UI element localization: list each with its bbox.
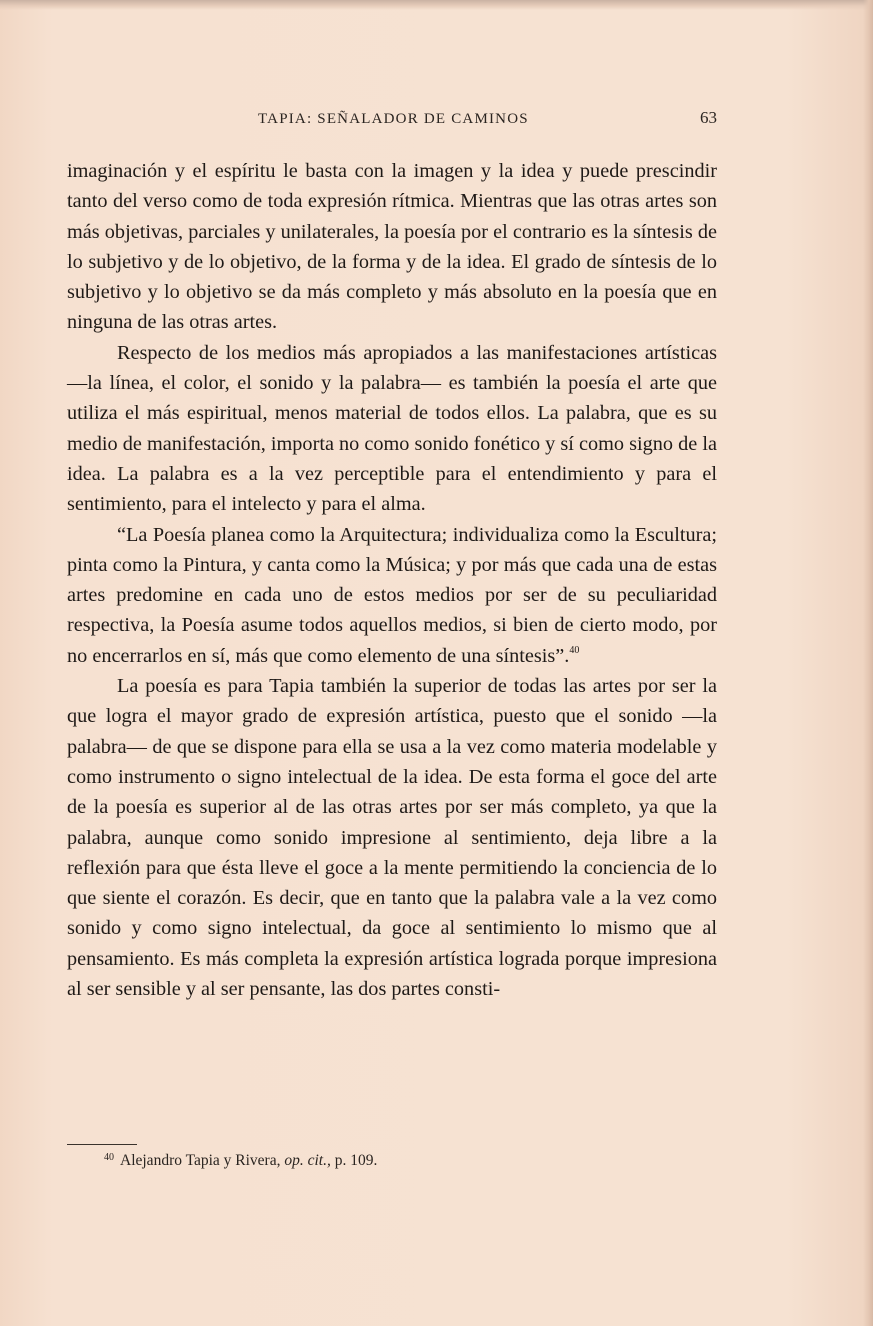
- paragraph-1: imaginación y el espíritu le basta con la imagen y la idea y puede prescindir tanto del verso como de toda expresión rítmica. Mientras que las otras artes son más objetivas, parciales y unilaterales, la poesía por el contrario es la síntesis de lo subjetivo y de lo objetivo, de la forma y de la idea. El grado de síntesis de lo subjetivo y lo objetivo se da más completo y más absoluto en la poesía que en ninguna de las otras artes.: [67, 160, 717, 334]
- footnote-op-cit: op. cit.,: [284, 1152, 331, 1169]
- page-number: 63: [700, 108, 717, 127]
- running-head: TAPIA: SEÑALADOR DE CAMINOS: [258, 111, 529, 127]
- footnote-number: 40: [104, 1152, 114, 1163]
- paragraph-4: La poesía es para Tapia también la superior de todas las artes por ser la que logra el mayor grado de expresión artística, puesto que el sonido —la palabra— de que se dispone para ella se usa a la vez como materia modelable y como instrumento o signo intelectual de la idea. De esta forma el goce del arte de la poesía es superior al de las otras artes por ser más completo, ya que la palabra, aunque como sonido impresione al sentimiento, deja libre a la reflexión para que ésta lleve el goce a la mente permitiendo la conciencia de lo que siente el corazón. Es decir, que en tanto que la palabra vale a la vez como sonido y como signo intelectual, da goce al sentimiento lo mismo que al pensamiento. Es más completa la expresión artística lograda porque impresiona al ser sensible y al ser pensante, las dos partes consti-: [67, 675, 717, 1001]
- footnote-author: Alejandro Tapia y Rivera,: [120, 1152, 281, 1169]
- body-text: [67, 156, 717, 1004]
- page-right-edge: [863, 0, 873, 1326]
- footnote-divider: [67, 1144, 137, 1145]
- paragraph-2: Respecto de los medios más apropiados a las manifestaciones artísticas —la línea, el color, el sonido y la palabra— es también la poesía el arte que utiliza el más espiritual, menos material de todos ellos. La palabra, que es su medio de manifestación, importa no como sonido fonético y sí como signo de la idea. La palabra es a la vez perceptible para el entendimiento y para el sentimiento, para el intelecto y para el alma.: [67, 341, 717, 516]
- footnote-reference: 40: [569, 644, 580, 656]
- quote-text: “La Poesía planea como la Arquitectura; individualiza como la Escultura; pinta como la Pintura, y canta como la Música; y por más que cada una de estas artes predomine en cada uno de estos medios por ser de su peculiaridad respectiva, la Poesía asume todos aquellos medios, si bien de cierto modo, por no encerrarlos en sí, más que como elemento de una síntesis”.: [67, 523, 717, 667]
- footnote-page: p. 109.: [334, 1152, 378, 1169]
- page-top-edge: [0, 0, 873, 10]
- footnote: [104, 1152, 377, 1170]
- paragraph-3-quote: [67, 520, 717, 671]
